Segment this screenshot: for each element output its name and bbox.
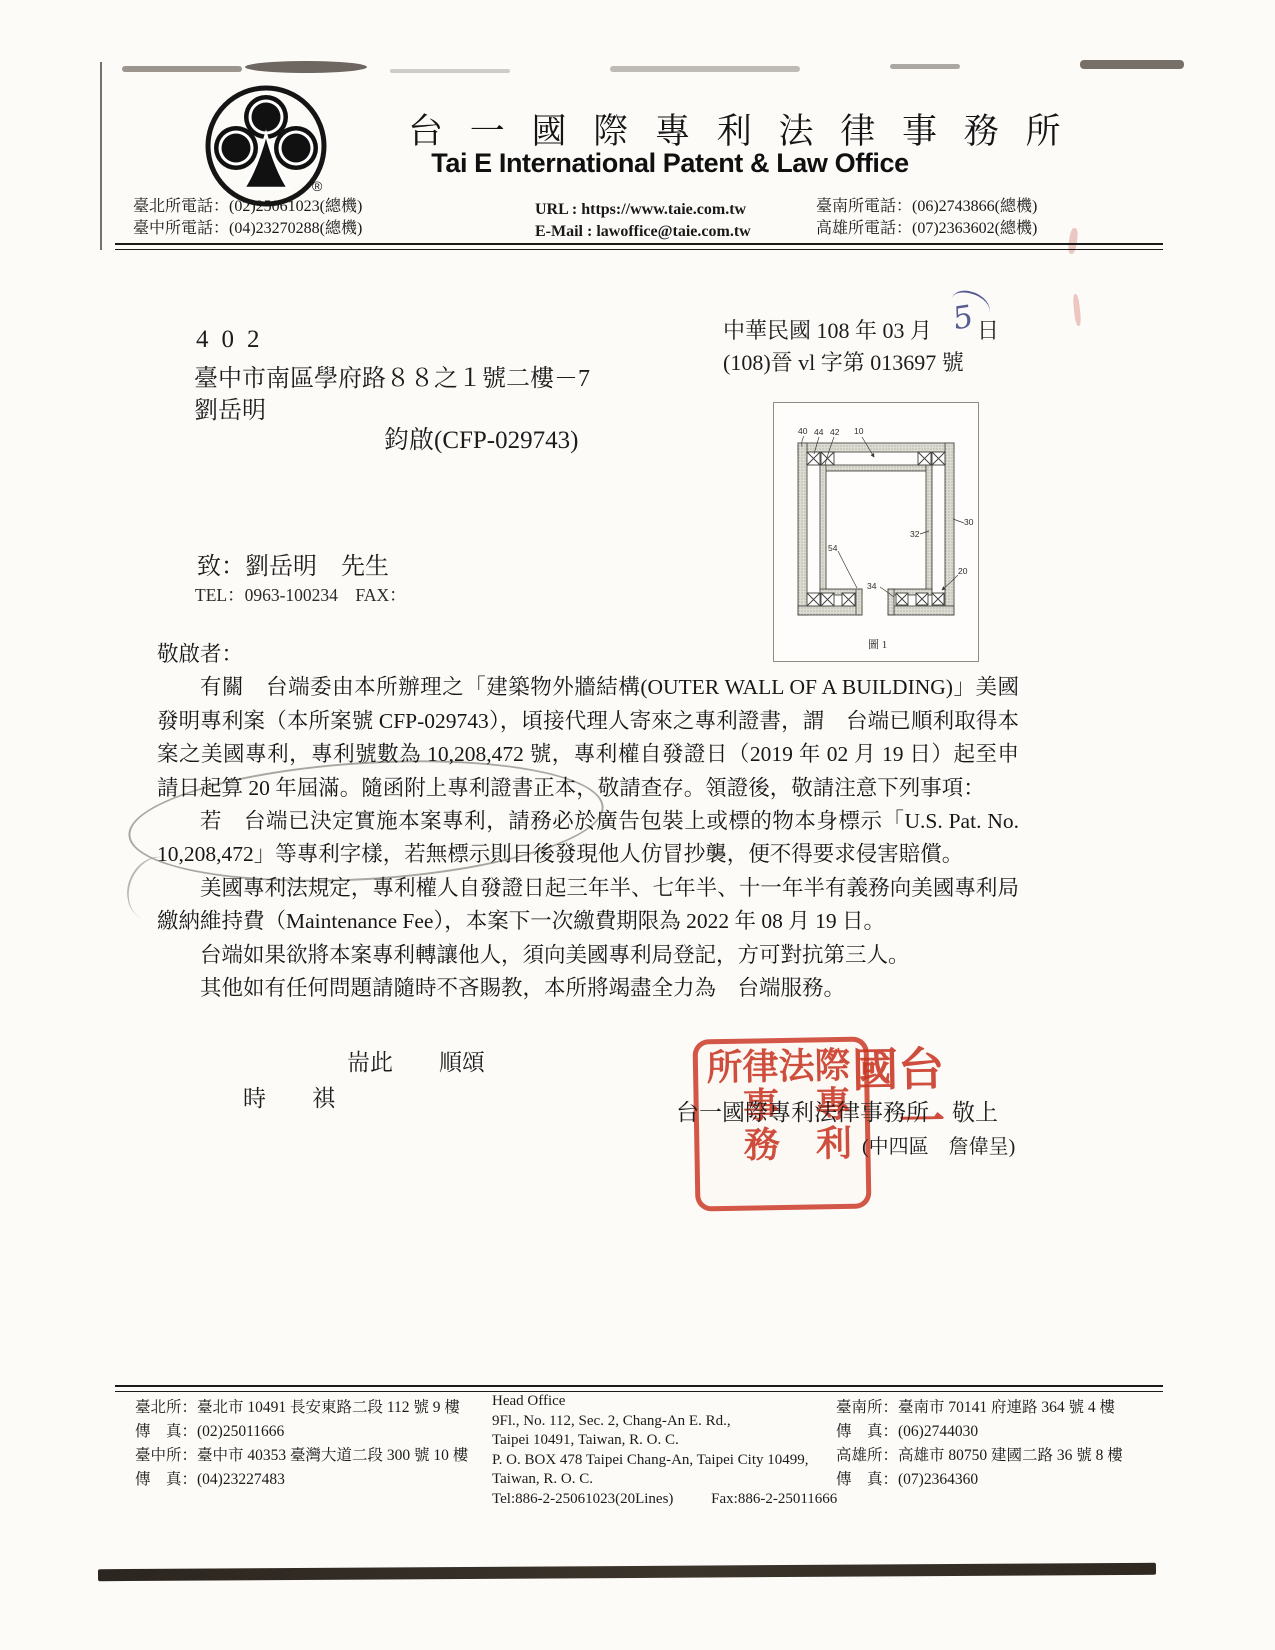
paragraph: 美國專利法規定，專利權人自發證日起三年半、七年半、十一年半有義務向美國專利局繳納維持費（Maintenance Fee），本案下一次繳費期限為 2022 年 08 月 19 日。 — [157, 875, 1019, 934]
figure-label: 44 — [814, 427, 824, 437]
head-office-telfax — [492, 1490, 837, 1510]
attention-line: 致：劉岳明 先生 — [197, 554, 389, 580]
scan-artifact — [1067, 228, 1079, 255]
tainan-office-fax: 傳 真：(06)2744030 — [836, 1423, 979, 1440]
email-line: E-Mail : lawoffice@taie.com.tw — [535, 223, 751, 240]
scan-artifact — [245, 61, 367, 73]
stamp-column: 律事務所 — [701, 1047, 780, 1165]
registered-trademark-icon: ® — [312, 178, 323, 194]
office-title-english: Tai E International Patent & Law Office — [431, 148, 909, 178]
head-office-title: Head Office — [492, 1393, 566, 1409]
head-office-city: Taipei 10491, Taiwan, R. O. C. — [492, 1432, 679, 1448]
scan-page-edge — [100, 62, 102, 250]
footer-head-office — [492, 1392, 837, 1509]
office-title-chinese: 台 一 國 際 專 利 法 律 事 務 所 — [408, 112, 1070, 151]
kaohsiung-office-fax: 傳 真：(07)2364360 — [836, 1471, 979, 1488]
header-divider — [115, 243, 1163, 250]
figure-label: 10 — [854, 426, 864, 436]
figure-label: 32 — [910, 529, 920, 539]
stamp-column: 台一國 — [845, 1044, 945, 1150]
patent-drawing — [774, 403, 978, 661]
closing-phrase: 耑此 順頌 — [347, 1050, 485, 1075]
attention-tel-fax: TEL：0963-100234 FAX： — [195, 585, 407, 605]
signature-line: 台一國際專利法律事務所 敬上 — [676, 1100, 998, 1125]
closing-phrase-2: 時 祺 — [243, 1086, 335, 1111]
paragraph: 若 台端已決定實施本案專利，請務必於廣告包裝上或標的物本身標示「U.S. Pat. No. 10,208,472」等專利字樣，若無標示則日後發現他人仿冒抄襲，便不得要求侵害賠償。 — [157, 809, 1019, 867]
scan-artifact — [1080, 60, 1184, 69]
url-line: URL : https://www.taie.com.tw — [535, 201, 747, 218]
footer-divider — [115, 1385, 1163, 1392]
taichung-office-fax: 傳 真：(04)23227483 — [135, 1471, 285, 1488]
kaohsiung-office-address: 高雄所：高雄市 80750 建國二路 36 號 8 樓 — [836, 1447, 1123, 1464]
figure-label: 34 — [867, 581, 877, 591]
handwritten-day: 5 — [952, 298, 974, 338]
head-office-street: 9Fl., No. 112, Sec. 2, Chang-An E. Rd., — [492, 1412, 731, 1429]
header-contact-tainan-kaohsiung — [816, 196, 1037, 240]
paragraph: 台端如果欲將本案專利轉讓他人，須向美國專利局登記，方可對抗第三人。 — [200, 942, 910, 967]
figure-label: 20 — [958, 566, 968, 576]
stamp-column: 際專利法 — [773, 1045, 852, 1164]
letter-body — [157, 638, 1019, 1005]
header-contact-taipei-taichung — [133, 196, 362, 240]
footer-right-addresses — [836, 1396, 1123, 1492]
greeting: 敬啟者： — [157, 642, 244, 666]
scan-artifact — [610, 66, 800, 72]
taichung-phone: 臺中所電話：(04)23270288(總機) — [133, 220, 363, 237]
scan-artifact — [122, 66, 242, 72]
kaohsiung-phone: 高雄所電話：(07)2363602(總機) — [816, 220, 1038, 237]
scan-artifact — [1072, 294, 1081, 326]
figure-caption: 圖 1 — [868, 639, 888, 651]
figure-label: 42 — [830, 427, 840, 437]
taipei-office-fax: 傳 真：(02)25011666 — [135, 1423, 285, 1440]
tainan-phone: 臺南所電話：(06)2743866(總機) — [816, 198, 1038, 215]
footer-left-addresses — [135, 1396, 468, 1492]
reference-number: (108)晉 vl 字第 013697 號 — [723, 350, 964, 375]
figure-label: 40 — [798, 426, 808, 436]
head-office-fax: Fax:886-2-25011666 — [711, 1490, 838, 1507]
paragraph: 有關 台端委由本所辦理之「建築物外牆結構(OUTER WALL OF A BUILDING)」美國發明專利案（本所案號 CFP-029743），頃接代理人寄來之專利證書，謂 台端已順利取得本案之美國專利，專利號數為 10,208,472 號，專利權自發證日（2019 年 02 月 19 日）起至申請日起算 20 年屆滿。隨函附上專利證書正本，敬請查存。領證後，敬請注意下列事項： — [157, 675, 1019, 800]
recipient-name: 劉岳明 — [194, 398, 266, 424]
taipei-phone: 臺北所電話：(02)25061023(總機) — [133, 198, 363, 215]
patent-figure — [773, 402, 979, 662]
date-prefix: 中華民國 108 年 03 月 — [723, 318, 933, 343]
tainan-office-address: 臺南所：臺南市 70141 府連路 364 號 4 樓 — [836, 1399, 1116, 1416]
recipient-address: 臺中市南區學府路８８之１號二樓－7 — [194, 366, 590, 392]
head-office-tel: Tel:886-2-25061023(20Lines) — [492, 1490, 674, 1507]
scan-artifact — [390, 69, 510, 73]
head-office-pobox: P. O. BOX 478 Taipei Chang-An, Taipei City 10499, — [492, 1451, 809, 1468]
head-office-country: Taiwan, R. O. C. — [492, 1471, 594, 1487]
scan-page-bottom-edge — [98, 1563, 1156, 1581]
taipei-office-address: 臺北所：臺北市 10491 長安東路二段 112 號 9 樓 — [135, 1399, 460, 1416]
paragraph: 其他如有任何問題請隨時不吝賜教，本所將竭盡全力為 台端服務。 — [200, 976, 846, 1001]
scan-artifact — [890, 64, 960, 69]
postal-code: 402 — [196, 326, 273, 353]
recipient-salutation: 鈞啟(CFP-029743) — [384, 427, 579, 454]
header-contact-url-email — [535, 199, 751, 243]
date-suffix: 日 — [977, 318, 1000, 343]
figure-label: 30 — [964, 517, 974, 527]
figure-label: 54 — [828, 543, 838, 553]
signer-name: (中四區 詹偉呈) — [862, 1136, 1016, 1158]
taichung-office-address: 臺中所：臺中市 40353 臺灣大道二段 300 號 10 樓 — [135, 1447, 469, 1464]
